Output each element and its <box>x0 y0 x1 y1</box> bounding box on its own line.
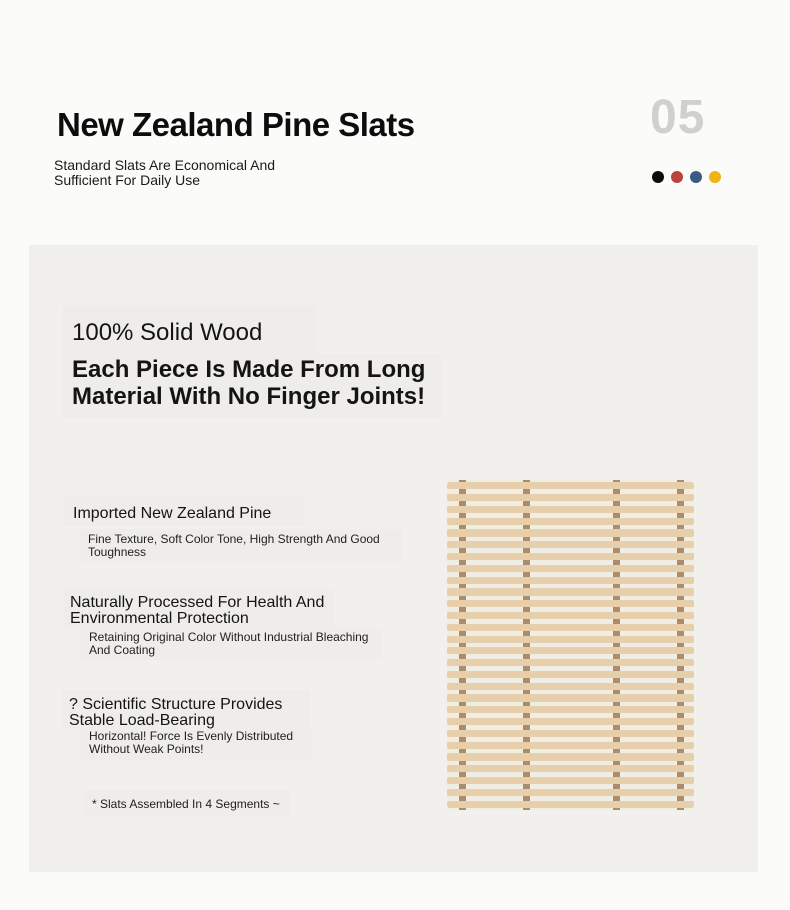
color-dot-black <box>652 171 664 183</box>
color-dot-blue <box>690 171 702 183</box>
slat <box>447 647 694 654</box>
slat <box>447 683 694 690</box>
feature-description: Retaining Original Color Without Industrial Bleaching And Coating <box>89 630 369 657</box>
headline-solid-wood: 100% Solid Wood <box>72 319 263 346</box>
slat <box>447 624 694 631</box>
slat <box>447 553 694 560</box>
slat <box>447 565 694 572</box>
feature-description: Horizontal! Force Is Evenly Distributed Without Weak Points! <box>89 729 294 756</box>
slat <box>447 789 694 796</box>
slat <box>447 801 694 808</box>
color-dots <box>652 171 721 183</box>
slat <box>447 636 694 643</box>
slat <box>447 577 694 584</box>
slat <box>447 541 694 548</box>
feature-title: ? Scientific Structure Provides Stable Load-Bearing <box>69 696 283 729</box>
feature-title: Imported New Zealand Pine <box>73 505 272 522</box>
feature-title: Naturally Processed For Health And Environmental Protection <box>70 594 325 627</box>
slat <box>447 765 694 772</box>
segments-note: * Slats Assembled In 4 Segments ~ <box>92 797 280 811</box>
slat <box>447 506 694 513</box>
color-dot-yellow <box>709 171 721 183</box>
slat <box>447 730 694 737</box>
slat <box>447 494 694 501</box>
slat <box>447 718 694 725</box>
page-title: New Zealand Pine Slats <box>57 106 415 143</box>
slat <box>447 482 694 489</box>
slat <box>447 588 694 595</box>
headline-long-material: Each Piece Is Made From Long Material With No Finger Joints! <box>72 356 426 410</box>
slat <box>447 529 694 536</box>
color-dot-red <box>671 171 683 183</box>
feature-description: Fine Texture, Soft Color Tone, High Strength And Good Toughness <box>88 532 380 559</box>
slat <box>447 518 694 525</box>
slat <box>447 706 694 713</box>
slat <box>447 612 694 619</box>
slat <box>447 659 694 666</box>
slat <box>447 742 694 749</box>
page-subtitle: Standard Slats Are Economical And Sufficient For Daily Use <box>54 157 276 188</box>
slat <box>447 671 694 678</box>
slat <box>447 777 694 784</box>
slat <box>447 753 694 760</box>
bed-slat-frame-image <box>447 480 694 810</box>
slat <box>447 694 694 701</box>
section-number: 05 <box>650 91 706 144</box>
slat <box>447 600 694 607</box>
